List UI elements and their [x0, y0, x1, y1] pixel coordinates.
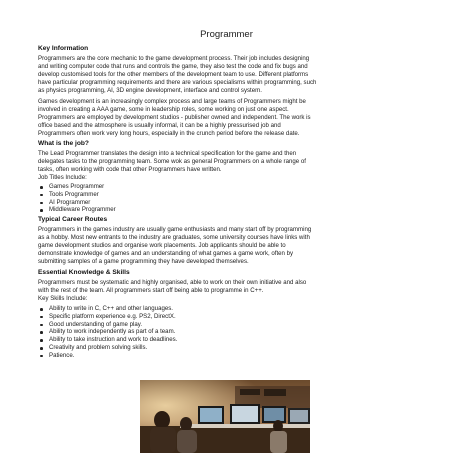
text-line: delegates tasks to the programming team. Some wok as general Programmers on a whole range of: [38, 157, 306, 165]
text-line: Job Titles Include:: [38, 173, 87, 181]
text-line: Programmers often work very long hours, especially in the crunch period before the release date.: [38, 129, 300, 137]
text-line: as physics programming, AI, 3D engine development, interface and control system.: [38, 86, 262, 94]
page-title: Programmer: [200, 29, 253, 40]
list-item: Tools Programmer: [38, 191, 418, 199]
heading-typical-career-routes: Typical Career Routes: [38, 216, 108, 223]
skills-paragraph: [38, 279, 420, 303]
text-line: Programmers in the games industry are usually game enthusiasts and many start off by programming: [38, 226, 312, 233]
text-line: Games development is an increasingly complex process and large teams of Programmers might be: [38, 98, 306, 105]
list-item: AI Programmer: [38, 199, 418, 207]
office-photo-image: [140, 380, 310, 453]
text-line: Programmers must be systematic and highly organised, able to work on their own initiative and also: [38, 279, 307, 286]
list-item: Ability to write in C, C++ and other languages.: [38, 305, 418, 313]
text-line: demonstrate knowledge of games and an understanding of what games a game work, often by: [38, 249, 294, 257]
text-line: game development studios and organise work placements. Job applicants should be able to: [38, 241, 286, 249]
text-line: develop customised tools for the other members of the development team to use. Different platforms: [38, 70, 309, 78]
text-line: office based and the atmosphere is usually informal, it can be a highly pressurised job and: [38, 121, 281, 129]
text-line: The Lead Programmer translates the design into a technical specification for the game and then: [38, 150, 297, 157]
job-titles-list: [38, 183, 418, 214]
text-line: with the rest of the team. All programmers start off being able to programme in C++.: [38, 286, 264, 294]
list-item: Ability to work independently as part of a team.: [38, 328, 418, 336]
text-line: Key Skills Include:: [38, 294, 88, 302]
text-line: Programmers are employed by development studios - publisher owned and independent. The work is: [38, 113, 311, 121]
heading-what-is-the-job: What is the job?: [38, 140, 89, 147]
career-paragraph: [38, 226, 420, 266]
key-info-paragraph-2: [38, 98, 420, 138]
list-item: Good understanding of game play.: [38, 321, 418, 329]
list-item: Patience.: [38, 352, 418, 360]
list-item: Games Programmer: [38, 183, 418, 191]
what-job-paragraph: [38, 150, 420, 182]
heading-essential-knowledge-skills: Essential Knowledge & Skills: [38, 269, 130, 276]
list-item: Specific platform experience e.g. PS2, DirectX.: [38, 313, 418, 321]
list-item: Ability to take instruction and work to deadlines.: [38, 336, 418, 344]
key-info-paragraph-1: [38, 55, 420, 95]
list-item: Middleware Programmer: [38, 206, 418, 214]
text-line: submitting samples of a game programming they have developed themselves.: [38, 257, 249, 265]
text-line: have particular programming requirements and there are various specialisms within programming, such: [38, 78, 317, 86]
text-line: involved in creating a AAA game, some in leadership roles, some working on just one aspect.: [38, 105, 289, 113]
text-line: as a hobby. Most new entrants to the industry are graduates, some university courses have links with: [38, 233, 310, 241]
text-line: tasks, often working with code that other Programmers have written.: [38, 165, 222, 173]
heading-key-information: Key Information: [38, 45, 89, 52]
list-item: Creativity and problem solving skills.: [38, 344, 418, 352]
key-skills-list: [38, 305, 418, 360]
text-line: Programmers are the core mechanic to the game development process. Their job includes designing: [38, 55, 310, 62]
text-line: and writing computer code that runs and controls the game, they also test the code and fix bugs and: [38, 62, 308, 70]
office-photo: [140, 380, 310, 453]
